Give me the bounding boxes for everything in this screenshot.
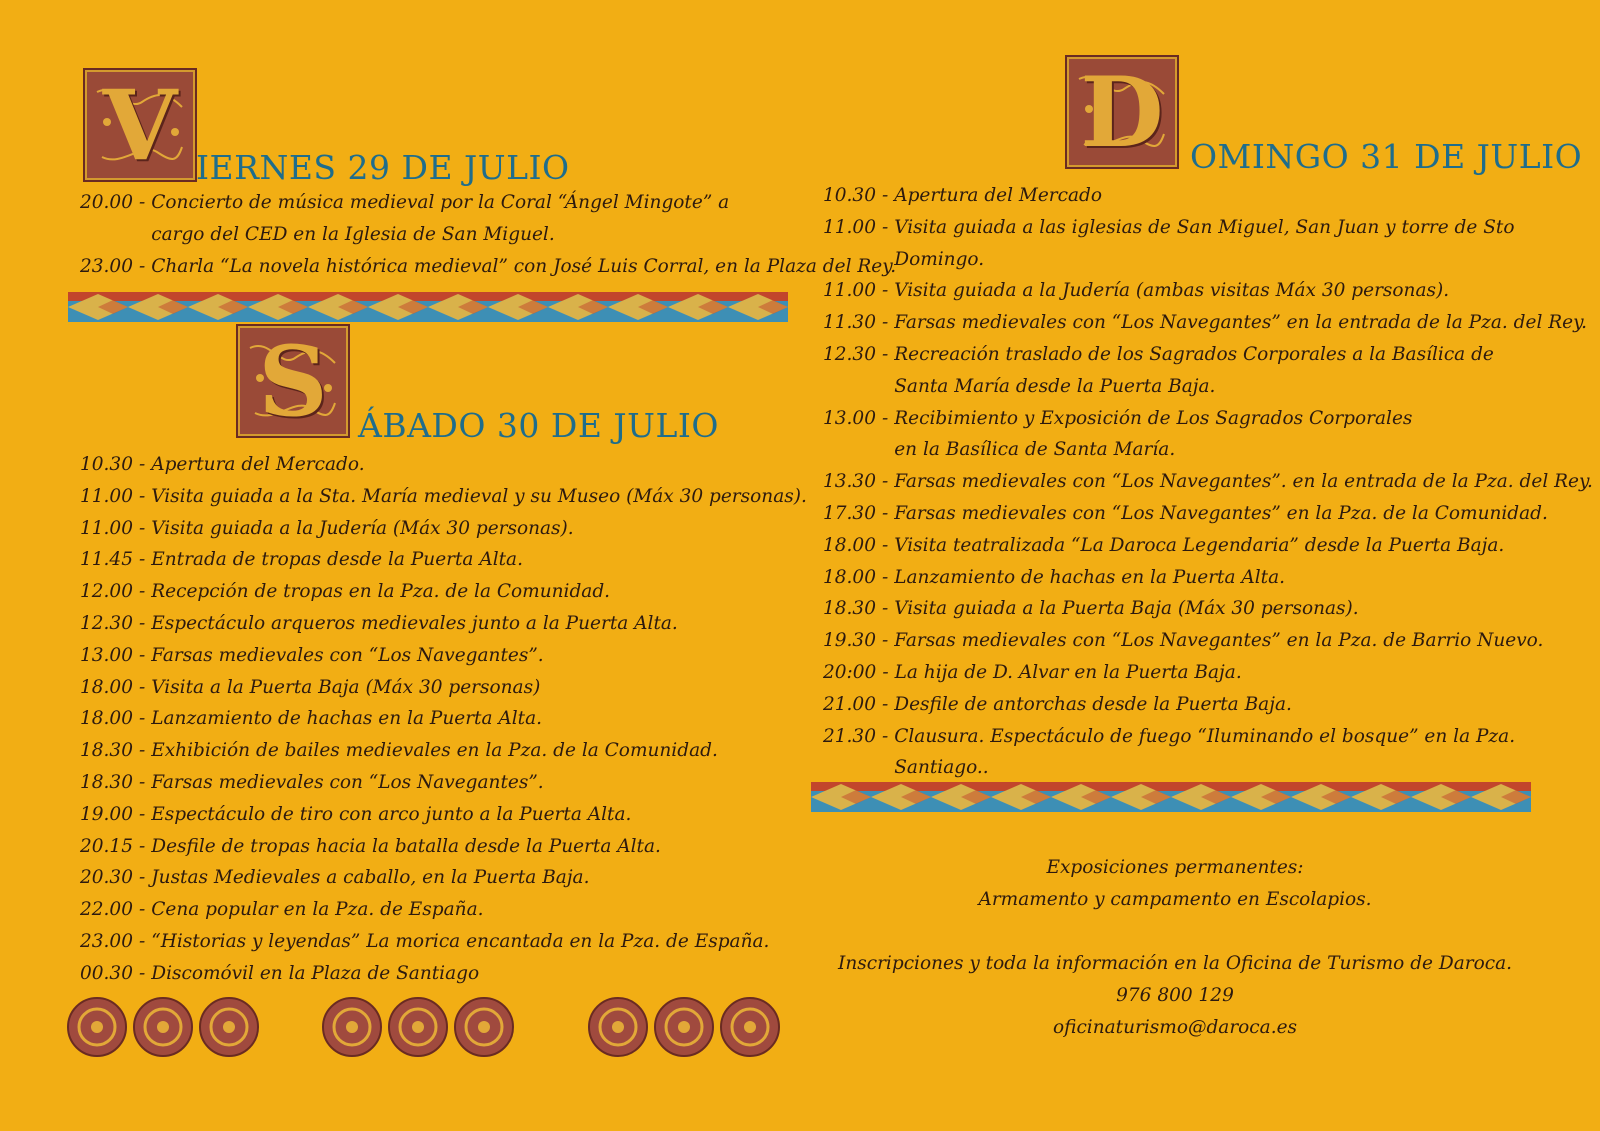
event-description: Farsas medievales con “Los Navegantes”. en la entrada de la Pza. del Rey. xyxy=(894,471,1593,493)
event-description: Espectáculo de tiro con arco junto a la Puerta Alta. xyxy=(151,803,632,825)
info-block xyxy=(810,852,1540,1044)
event-time: 18.30 xyxy=(80,740,133,762)
event-time: 18.00 xyxy=(823,566,876,588)
list-item: 20.00 - Concierto de música medieval por la Coral “Ángel Mingote” a cargo del CED en la Iglesia de San Miguel. xyxy=(80,187,896,251)
event-description: Cena popular en la Pza. de España. xyxy=(151,899,484,921)
event-time: 20.15 xyxy=(80,835,133,857)
list-item: 20.15 - Desfile de tropas hacia la batalla desde la Puerta Alta. xyxy=(80,831,807,863)
list-item: 18.00 - Lanzamiento de hachas en la Puerta Alta. xyxy=(823,562,1600,594)
initial-v xyxy=(85,70,195,180)
event-description: Visita guiada a la Puerta Baja (Máx 30 personas). xyxy=(894,598,1359,620)
event-description: Apertura del Mercado xyxy=(894,185,1103,206)
medallion-icon xyxy=(67,997,127,1057)
medallion-row xyxy=(322,997,520,1057)
event-description: Visita guiada a las iglesias de San Miguel, San Juan y torre de Sto Domingo. xyxy=(894,216,1515,270)
event-time: 18.00 xyxy=(823,534,876,556)
list-item: 18.30 - Visita guiada a la Puerta Baja (Máx 30 personas). xyxy=(823,593,1600,625)
medallion-icon xyxy=(133,997,193,1057)
medallion-icon xyxy=(322,997,382,1057)
event-time: 22.00 xyxy=(80,899,133,921)
event-time: 12.00 xyxy=(80,581,133,603)
event-time: 10.30 xyxy=(80,454,133,475)
list-item: 21.30 - Clausura. Espectáculo de fuego “Iluminando el bosque” en la Pza. Santiago.. xyxy=(823,721,1600,785)
event-description: Desfile de antorchas desde la Puerta Baja. xyxy=(894,693,1292,715)
event-description: Discomóvil en la Plaza de Santiago xyxy=(151,962,480,984)
list-item: 18.00 - Visita teatralizada “La Daroca Legendaria” desde la Puerta Baja. xyxy=(823,530,1600,562)
list-item: 11.00 - Visita guiada a la Judería (Máx 30 personas). xyxy=(80,513,807,545)
event-time: 19.00 xyxy=(80,803,133,825)
event-description: Recepción de tropas en la Pza. de la Comunidad. xyxy=(151,581,611,603)
event-description: Lanzamiento de hachas en la Puerta Alta. xyxy=(894,566,1286,588)
event-time: 20:00 xyxy=(823,661,877,683)
event-time: 18.00 xyxy=(80,676,133,698)
list-item: 11.00 - Visita guiada a la Sta. María medieval y su Museo (Máx 30 personas). xyxy=(80,481,807,513)
event-description: Farsas medievales con “Los Navegantes” en la Pza. de la Comunidad. xyxy=(894,502,1548,524)
list-item: 10.30 - Apertura del Mercado. xyxy=(80,449,807,481)
list-item: 10.30 - Apertura del Mercado xyxy=(823,180,1600,212)
list-item: 18.30 - Farsas medievales con “Los Navegantes”. xyxy=(80,767,807,799)
event-time: 13.30 xyxy=(823,471,876,493)
medallion-icon xyxy=(720,997,780,1057)
event-time: 23.00 xyxy=(80,930,133,952)
event-description: Farsas medievales con “Los Navegantes” en la Pza. de Barrio Nuevo. xyxy=(894,630,1544,652)
medallion-icon xyxy=(588,997,648,1057)
event-time: 00.30 xyxy=(80,962,133,984)
event-time: 10.30 xyxy=(823,185,876,206)
list-item: 11.00 - Visita guiada a las iglesias de San Miguel, San Juan y torre de Sto Domingo. xyxy=(823,212,1600,276)
list-item: 12.30 - Espectáculo arqueros medievales junto a la Puerta Alta. xyxy=(80,608,807,640)
event-description: “Historias y leyendas” La morica encantada en la Pza. de España. xyxy=(151,930,770,952)
list-item: 23.00 - “Historias y leyendas” La morica encantada en la Pza. de España. xyxy=(80,926,807,958)
list-item: 23.00 - Charla “La novela histórica medieval” con José Luis Corral, en la Plaza del Rey. xyxy=(80,251,896,283)
event-description: Farsas medievales con “Los Navegantes”. xyxy=(151,644,544,666)
event-list-viernes xyxy=(80,187,896,282)
list-item: 21.00 - Desfile de antorchas desde la Puerta Baja. xyxy=(823,689,1600,721)
event-time: 19.30 xyxy=(823,630,876,652)
email-address[interactable]: oficinaturismo@daroca.es xyxy=(1052,1017,1298,1038)
event-time: 18.00 xyxy=(80,708,133,730)
event-description: Exhibición de bailes medievales en la Pza. de la Comunidad. xyxy=(151,740,718,762)
decorative-band xyxy=(68,292,788,322)
list-item: 20:00 - La hija de D. Alvar en la Puerta Baja. xyxy=(823,657,1600,689)
heading-viernes: IERNES 29 DE JULIO xyxy=(196,148,570,187)
event-time: 11.45 xyxy=(80,549,133,571)
list-item: 12.30 - Recreación traslado de los Sagrados Corporales a la Basílica de Santa María desde la Puerta Baja. xyxy=(823,339,1600,403)
event-description: La hija de D. Alvar en la Puerta Baja. xyxy=(894,661,1242,683)
decorative-band xyxy=(811,782,1531,812)
event-description: Justas Medievales a caballo, en la Puerta Baja. xyxy=(151,867,590,889)
medallion-icon xyxy=(654,997,714,1057)
event-description: Visita teatralizada “La Daroca Legendaria” desde la Puerta Baja. xyxy=(894,534,1505,556)
event-time: 11.00 xyxy=(80,485,133,507)
event-description: Visita guiada a la Judería (Máx 30 personas). xyxy=(151,517,574,539)
list-item: 00.30 - Discomóvil en la Plaza de Santiago xyxy=(80,958,807,990)
event-description: Desfile de tropas hacia la batalla desde la Puerta Alta. xyxy=(151,835,661,857)
list-item: 20.30 - Justas Medievales a caballo, en la Puerta Baja. xyxy=(80,862,807,894)
heading-domingo: OMINGO 31 DE JULIO xyxy=(1190,137,1583,176)
list-item: 18.00 - Visita a la Puerta Baja (Máx 30 personas) xyxy=(80,672,807,704)
event-description: Visita guiada a la Judería (ambas visitas Máx 30 personas). xyxy=(894,280,1450,302)
list-item: 11.45 - Entrada de tropas desde la Puerta Alta. xyxy=(80,544,807,576)
event-time: 13.00 xyxy=(80,644,133,666)
event-description: Concierto de música medieval por la Coral “Ángel Mingote” a cargo del CED en la Iglesia de San Miguel. xyxy=(151,192,730,245)
list-item: 13.30 - Farsas medievales con “Los Navegantes”. en la entrada de la Pza. del Rey. xyxy=(823,466,1600,498)
event-description: Espectáculo arqueros medievales junto a la Puerta Alta. xyxy=(151,612,678,634)
medallion-icon xyxy=(454,997,514,1057)
list-item: 19.30 - Farsas medievales con “Los Navegantes” en la Pza. de Barrio Nuevo. xyxy=(823,625,1600,657)
event-description: Charla “La novela histórica medieval” con José Luis Corral, en la Plaza del Rey. xyxy=(151,255,897,277)
event-time: 12.30 xyxy=(823,343,876,365)
event-time: 21.30 xyxy=(823,725,876,747)
event-description: Farsas medievales con “Los Navegantes” en la entrada de la Pza. del Rey. xyxy=(894,312,1587,334)
event-time: 21.00 xyxy=(823,693,876,715)
event-description: Visita guiada a la Sta. María medieval y su Museo (Máx 30 personas). xyxy=(151,485,807,507)
medallion-row xyxy=(67,997,265,1057)
list-item: 19.00 - Espectáculo de tiro con arco junto a la Puerta Alta. xyxy=(80,799,807,831)
exhibitions-text: Armamento y campamento en Escolapios. xyxy=(978,889,1372,910)
list-item: 11.00 - Visita guiada a la Judería (ambas visitas Máx 30 personas). xyxy=(823,275,1600,307)
event-list-domingo xyxy=(823,180,1600,784)
initial-letter: V xyxy=(102,68,178,182)
event-time: 11.00 xyxy=(823,280,876,302)
event-time: 17.30 xyxy=(823,502,876,524)
event-time: 23.00 xyxy=(80,255,133,277)
event-time: 11.00 xyxy=(80,517,133,539)
list-item: 18.00 - Lanzamiento de hachas en la Puerta Alta. xyxy=(80,703,807,735)
initial-letter: D xyxy=(1080,55,1164,169)
event-description: Farsas medievales con “Los Navegantes”. xyxy=(151,771,544,793)
list-item: 12.00 - Recepción de tropas en la Pza. de la Comunidad. xyxy=(80,576,807,608)
registration-text: Inscripciones y toda la información en la Oficina de Turismo de Daroca. xyxy=(838,953,1512,974)
list-item: 18.30 - Exhibición de bailes medievales en la Pza. de la Comunidad. xyxy=(80,735,807,767)
medallion-row xyxy=(588,997,786,1057)
event-description: Recreación traslado de los Sagrados Corporales a la Basílica de Santa María desde la Puerta Baja. xyxy=(894,343,1494,397)
list-item: 17.30 - Farsas medievales con “Los Navegantes” en la Pza. de la Comunidad. xyxy=(823,498,1600,530)
event-time: 11.30 xyxy=(823,312,876,334)
list-item: 13.00 - Farsas medievales con “Los Navegantes”. xyxy=(80,640,807,672)
exhibitions-title: Exposiciones permanentes: xyxy=(1046,857,1304,878)
initial-letter: S xyxy=(258,324,328,438)
event-time: 18.30 xyxy=(80,771,133,793)
event-list-sabado xyxy=(80,449,807,990)
initial-d xyxy=(1067,57,1177,167)
event-description: Clausura. Espectáculo de fuego “Iluminando el bosque” en la Pza. Santiago.. xyxy=(894,725,1516,779)
event-description: Apertura del Mercado. xyxy=(151,454,365,475)
event-time: 20.00 xyxy=(80,192,133,213)
event-description: Lanzamiento de hachas en la Puerta Alta. xyxy=(151,708,543,730)
event-time: 18.30 xyxy=(823,598,876,620)
medallion-icon xyxy=(388,997,448,1057)
event-time: 12.30 xyxy=(80,612,133,634)
list-item: 22.00 - Cena popular en la Pza. de España. xyxy=(80,894,807,926)
event-description: Entrada de tropas desde la Puerta Alta. xyxy=(151,549,523,571)
event-time: 13.00 xyxy=(823,407,876,429)
phone-number: 976 800 129 xyxy=(1116,985,1234,1006)
list-item: 11.30 - Farsas medievales con “Los Navegantes” en la entrada de la Pza. del Rey. xyxy=(823,307,1600,339)
event-time: 11.00 xyxy=(823,216,876,238)
medallion-icon xyxy=(199,997,259,1057)
heading-sabado: ÁBADO 30 DE JULIO xyxy=(358,406,719,445)
list-item: 13.00 - Recibimiento y Exposición de Los Sagrados Corporales en la Basílica de Santa María. xyxy=(823,403,1600,467)
event-description: Recibimiento y Exposición de Los Sagrados Corporales en la Basílica de Santa María. xyxy=(894,407,1413,461)
event-time: 20.30 xyxy=(80,867,133,889)
event-description: Visita a la Puerta Baja (Máx 30 personas) xyxy=(151,676,541,698)
initial-s xyxy=(238,326,348,436)
